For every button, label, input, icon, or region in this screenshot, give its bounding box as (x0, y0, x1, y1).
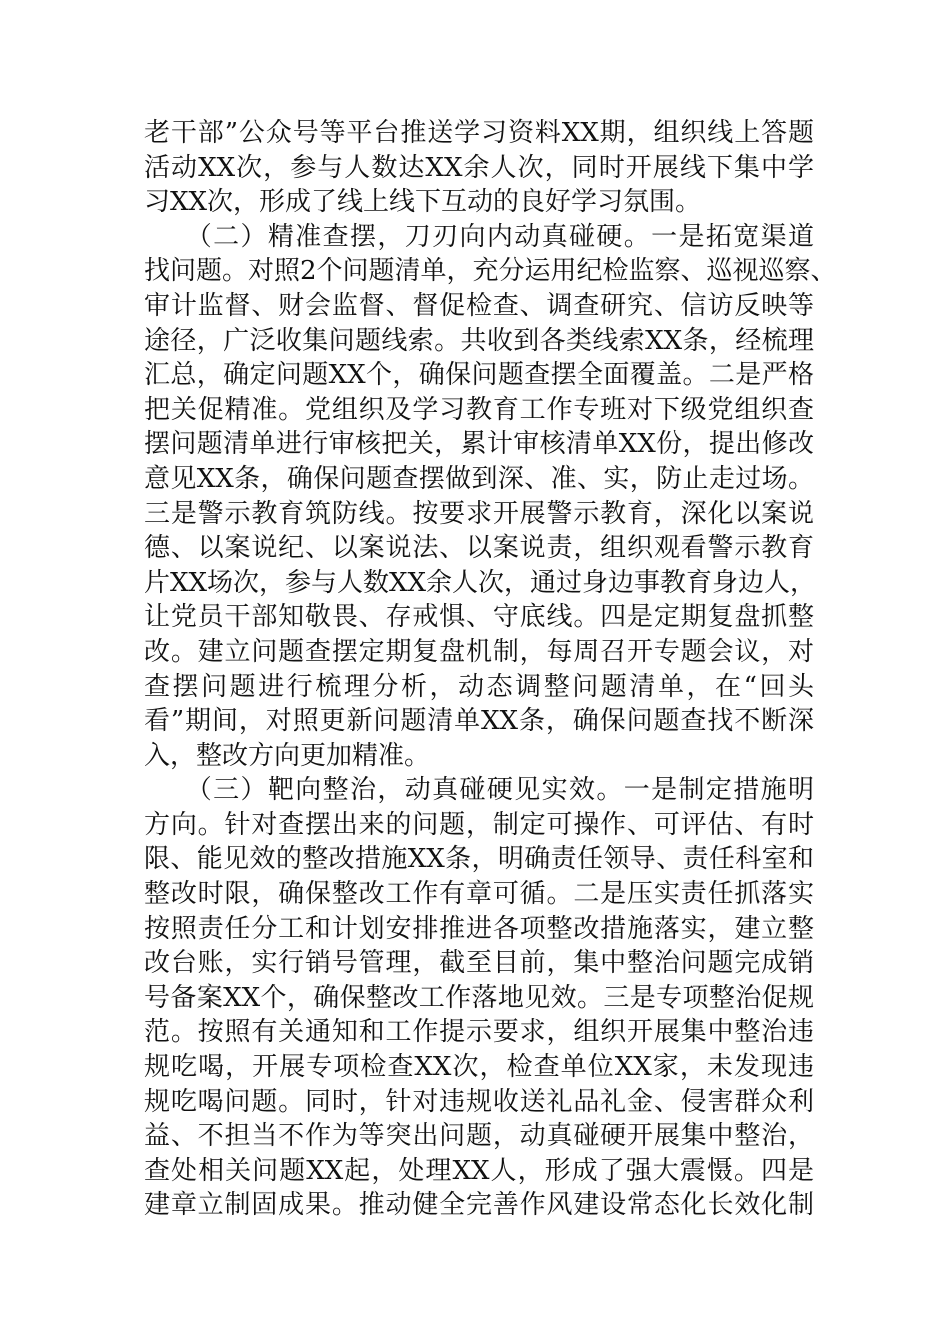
text-line: 限、能见效的整改措施XX条，明确责任领导、责任科室和 (144, 844, 814, 875)
text-line: 习XX次，形成了线上线下互动的良好学习氛围。 (144, 187, 702, 218)
text-line: 途径，广泛收集问题线索。共收到各类线索XX条，经梳理 (144, 325, 814, 356)
text-line: 号备案XX个，确保整改工作落地见效。三是专项整治促规 (144, 982, 814, 1013)
text-line: （二）精准查摆，刀刃向内动真碰硬。一是拓宽渠道 (144, 221, 814, 252)
text-line: 看”期间，对照更新问题清单XX条，确保问题查找不断深 (144, 706, 814, 737)
text-line: （三）靶向整治，动真碰硬见实效。一是制定措施明 (144, 775, 814, 806)
text-line: 汇总，确定问题XX个，确保问题查摆全面覆盖。二是严格 (144, 360, 814, 391)
text-line: 三是警示教育筑防线。按要求开展警示教育，深化以案说 (144, 498, 814, 529)
text-line: 意见XX条，确保问题查摆做到深、准、实，防止走过场。 (144, 463, 814, 494)
text-line: 方向。针对查摆出来的问题，制定可操作、可评估、有时 (144, 809, 814, 840)
text-line: 入，整改方向更加精准。 (144, 740, 431, 771)
text-line: 按照责任分工和计划安排推进各项整改措施落实，建立整 (144, 913, 814, 944)
text-line: 查摆问题进行梳理分析，动态调整问题清单，在“回头 (144, 671, 814, 702)
text-line: 范。按照有关通知和工作提示要求，组织开展集中整治违 (144, 1017, 814, 1048)
text-line: 找问题。对照2个问题清单，充分运用纪检监察、巡视巡察、 (144, 256, 837, 287)
text-line: 活动XX次，参与人数达XX余人次，同时开展线下集中学 (144, 152, 814, 183)
text-line: 整改时限，确保整改工作有章可循。二是压实责任抓落实 (144, 879, 814, 910)
text-line: 摆问题清单进行审核把关，累计审核清单XX份，提出修改 (144, 429, 814, 460)
text-line: 审计监督、财会监督、督促检查、调查研究、信访反映等 (144, 290, 814, 321)
text-line: 规吃喝，开展专项检查XX次，检查单位XX家，未发现违 (144, 1052, 814, 1083)
text-line: 查处相关问题XX起，处理XX人，形成了强大震慑。四是 (144, 1155, 814, 1186)
text-line: 把关促精准。党组织及学习教育工作专班对下级党组织查 (144, 394, 814, 425)
text-line: 规吃喝问题。同时，针对违规收送礼品礼金、侵害群众利 (144, 1086, 814, 1117)
text-line: 建章立制固成果。推动健全完善作风建设常态化长效化制 (144, 1190, 814, 1221)
text-line: 德、以案说纪、以案说法、以案说责，组织观看警示教育 (144, 533, 814, 564)
text-line: 老干部”公众号等平台推送学习资料XX期，组织线上答题 (144, 118, 814, 148)
text-line: 益、不担当不作为等突出问题，动真碰硬开展集中整治， (144, 1121, 814, 1152)
document-body (144, 116, 837, 1223)
text-line: 改。建立问题查摆定期复盘机制，每周召开专题会议，对 (144, 636, 814, 667)
text-line: 让党员干部知敬畏、存戒惧、守底线。四是定期复盘抓整 (144, 602, 814, 633)
text-line: 改台账，实行销号管理，截至目前，集中整治问题完成销 (144, 948, 814, 979)
text-line: 片XX场次，参与人数XX余人次，通过身边事教育身边人， (144, 567, 817, 598)
